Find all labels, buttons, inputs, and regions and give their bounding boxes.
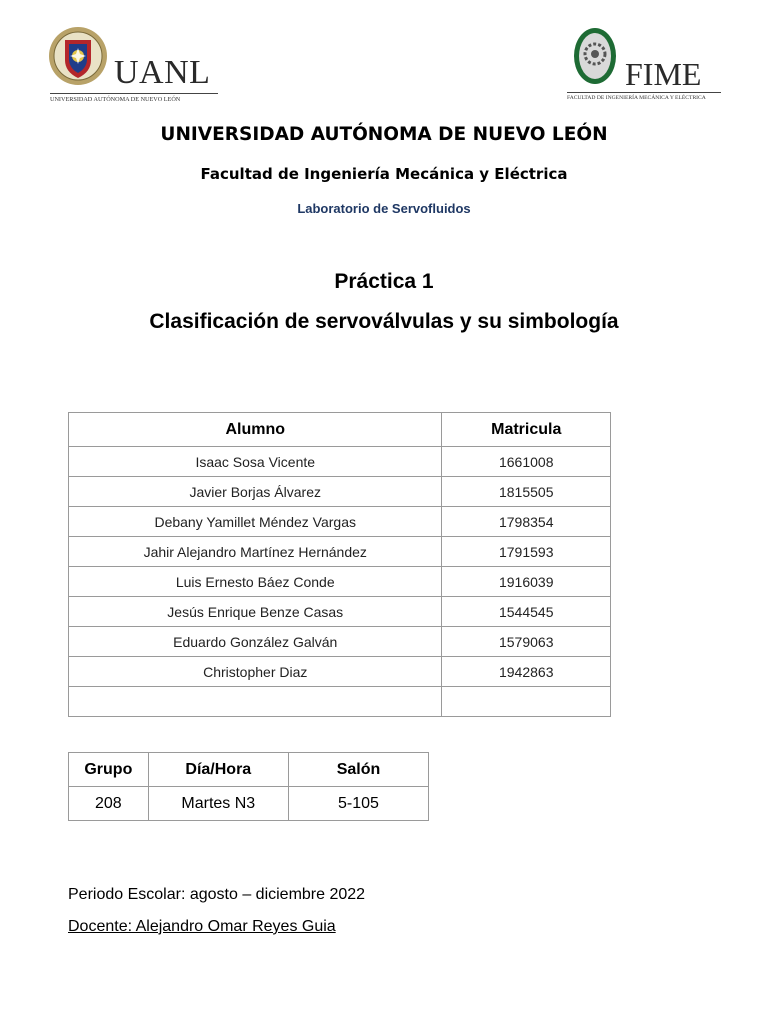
- table-row: [69, 657, 611, 687]
- table-row: [69, 627, 611, 657]
- table-row: [69, 447, 611, 477]
- uanl-seal-icon: [48, 26, 108, 86]
- group-table: [68, 752, 429, 821]
- school-period: Periodo Escolar: agosto – diciembre 2022: [68, 886, 366, 903]
- group-value: 208: [69, 787, 149, 821]
- table-row: [69, 787, 429, 821]
- student-name: Eduardo González Galván: [69, 627, 442, 657]
- student-id: 1798354: [442, 507, 611, 537]
- student-id: 1916039: [442, 567, 611, 597]
- student-id: 1579063: [442, 627, 611, 657]
- header-dia-hora: Día/Hora: [148, 753, 288, 787]
- header-salon: Salón: [288, 753, 428, 787]
- student-id: 1942863: [442, 657, 611, 687]
- room-value: 5-105: [288, 787, 428, 821]
- university-heading: UNIVERSIDAD AUTÓNOMA DE NUEVO LEÓN: [160, 124, 608, 145]
- table-header-row: [69, 753, 429, 787]
- table-row: [69, 537, 611, 567]
- uanl-subtitle: UNIVERSIDAD AUTÓNOMA DE NUEVO LEÓN: [50, 96, 181, 103]
- student-name: [69, 687, 442, 717]
- table-row: [69, 687, 611, 717]
- student-name: Isaac Sosa Vicente: [69, 447, 442, 477]
- header-grupo: Grupo: [69, 753, 149, 787]
- student-name: Debany Yamillet Méndez Vargas: [69, 507, 442, 537]
- practice-title: Clasificación de servoválvulas y su simbología: [149, 310, 619, 333]
- fime-seal-icon: [573, 26, 617, 86]
- student-name: Luis Ernesto Báez Conde: [69, 567, 442, 597]
- table-row: [69, 507, 611, 537]
- uanl-divider: [50, 93, 218, 94]
- student-id: 1791593: [442, 537, 611, 567]
- lab-heading: Laboratorio de Servofluidos: [297, 201, 471, 216]
- table-row: [69, 477, 611, 507]
- table-row: [69, 567, 611, 597]
- student-id: 1544545: [442, 597, 611, 627]
- student-name: Christopher Diaz: [69, 657, 442, 687]
- uanl-logo: [48, 26, 220, 106]
- student-name: Javier Borjas Álvarez: [69, 477, 442, 507]
- fime-logo: [565, 26, 721, 106]
- fime-wordmark: FIME: [625, 56, 702, 92]
- fime-subtitle: FACULTAD DE INGENIERÍA MECÁNICA Y ELÉCTRICA: [567, 95, 706, 101]
- faculty-heading: Facultad de Ingeniería Mecánica y Eléctrica: [200, 165, 568, 183]
- student-name: Jahir Alejandro Martínez Hernández: [69, 537, 442, 567]
- header-alumno: Alumno: [69, 413, 442, 447]
- student-id: [442, 687, 611, 717]
- table-row: [69, 597, 611, 627]
- teacher-name: Docente: Alejandro Omar Reyes Guia: [68, 918, 336, 935]
- day-time-value: Martes N3: [148, 787, 288, 821]
- table-header-row: [69, 413, 611, 447]
- student-id: 1815505: [442, 477, 611, 507]
- student-name: Jesús Enrique Benze Casas: [69, 597, 442, 627]
- student-id: 1661008: [442, 447, 611, 477]
- practice-number: Práctica 1: [334, 270, 434, 293]
- fime-divider: [567, 92, 721, 93]
- uanl-wordmark: UANL: [114, 54, 211, 91]
- students-table: [68, 412, 611, 717]
- header-matricula: Matricula: [442, 413, 611, 447]
